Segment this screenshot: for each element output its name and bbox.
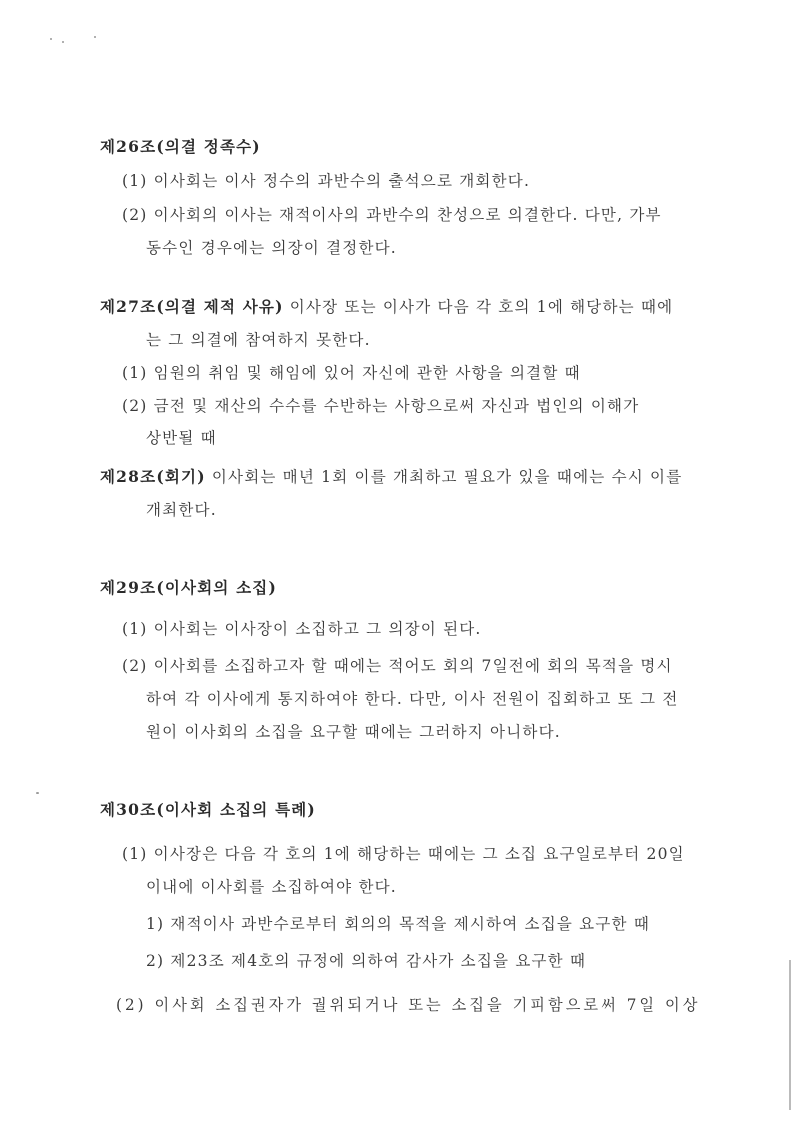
- article-29-paragraph-2-line-2: 하여 각 이사에게 통지하여야 한다. 다만, 이사 전원이 집회하고 또 그 전: [146, 690, 679, 708]
- article-26-paragraph-1: (1) 이사회는 이사 정수의 과반수의 출석으로 개회한다.: [122, 172, 531, 190]
- article-28-heading: 제28조(회기): [100, 467, 206, 486]
- article-27-paragraph-2-line-2: 상반될 때: [146, 429, 217, 447]
- article-29-paragraph-1: (1) 이사회는 이사장이 소집하고 그 의장이 된다.: [122, 620, 482, 638]
- article-28-line-2: 개최한다.: [146, 501, 217, 519]
- article-30-paragraph-1-line-1: (1) 이사장은 다음 각 호의 1에 해당하는 때에는 그 소집 요구일로부터 20일: [122, 845, 685, 863]
- article-27-paragraph-2-line-1: (2) 금전 및 재산의 수수를 수반하는 사항으로써 자신과 법인의 이해가: [122, 397, 640, 415]
- scan-speck: [62, 41, 64, 43]
- article-27-paragraph-1: (1) 임원의 취임 및 해임에 있어 자신에 관한 사항을 의결할 때: [122, 364, 581, 382]
- article-30-item-2: 2) 제23조 제4호의 규정에 의하여 감사가 소집을 요구한 때: [146, 952, 587, 970]
- article-26-heading: 제26조(의결 정족수): [100, 137, 261, 156]
- article-30-paragraph-1-line-2: 이내에 이사회를 소집하여야 한다.: [146, 878, 397, 896]
- article-27-heading: 제27조(의결 제적 사유): [100, 297, 284, 316]
- article-26-paragraph-2-line-1: (2) 이사회의 이사는 재적이사의 과반수의 찬성으로 의결한다. 다만, 가부: [122, 206, 662, 224]
- article-30-item-1: 1) 재적이사 과반수로부터 회의의 목적을 제시하여 소집을 요구한 때: [146, 915, 650, 933]
- article-28-text: 이사회는 매년 1회 이를 개최하고 필요가 있을 때에는 수시 이를: [205, 468, 683, 486]
- scan-speck: [50, 38, 52, 40]
- scan-edge-mark: [789, 960, 791, 1110]
- article-29-heading: 제29조(이사회의 소집): [100, 578, 278, 597]
- article-30-heading: 제30조(이사회 소집의 특례): [100, 800, 316, 819]
- article-27-intro-line-2: 는 그 의결에 참여하지 못한다.: [146, 331, 371, 349]
- article-30-paragraph-2-line-1: (2) 이사회 소집권자가 궐위되거나 또는 소집을 기피함으로써 7일 이상: [116, 996, 701, 1014]
- article-29-paragraph-2-line-3: 원이 이사회의 소집을 요구할 때에는 그러하지 아니하다.: [146, 723, 561, 741]
- article-28-line-1: [100, 467, 682, 487]
- scan-speck: [94, 36, 96, 38]
- article-27-intro-line-1: [100, 297, 673, 317]
- scan-speck: [36, 792, 39, 794]
- article-26-paragraph-2-line-2: 동수인 경우에는 의장이 결정한다.: [146, 239, 397, 257]
- article-29-paragraph-2-line-1: (2) 이사회를 소집하고자 할 때에는 적어도 회의 7일전에 회의 목적을 명시: [122, 657, 673, 675]
- article-27-intro-text: 이사장 또는 이사가 다음 각 호의 1에 해당하는 때에: [283, 298, 674, 316]
